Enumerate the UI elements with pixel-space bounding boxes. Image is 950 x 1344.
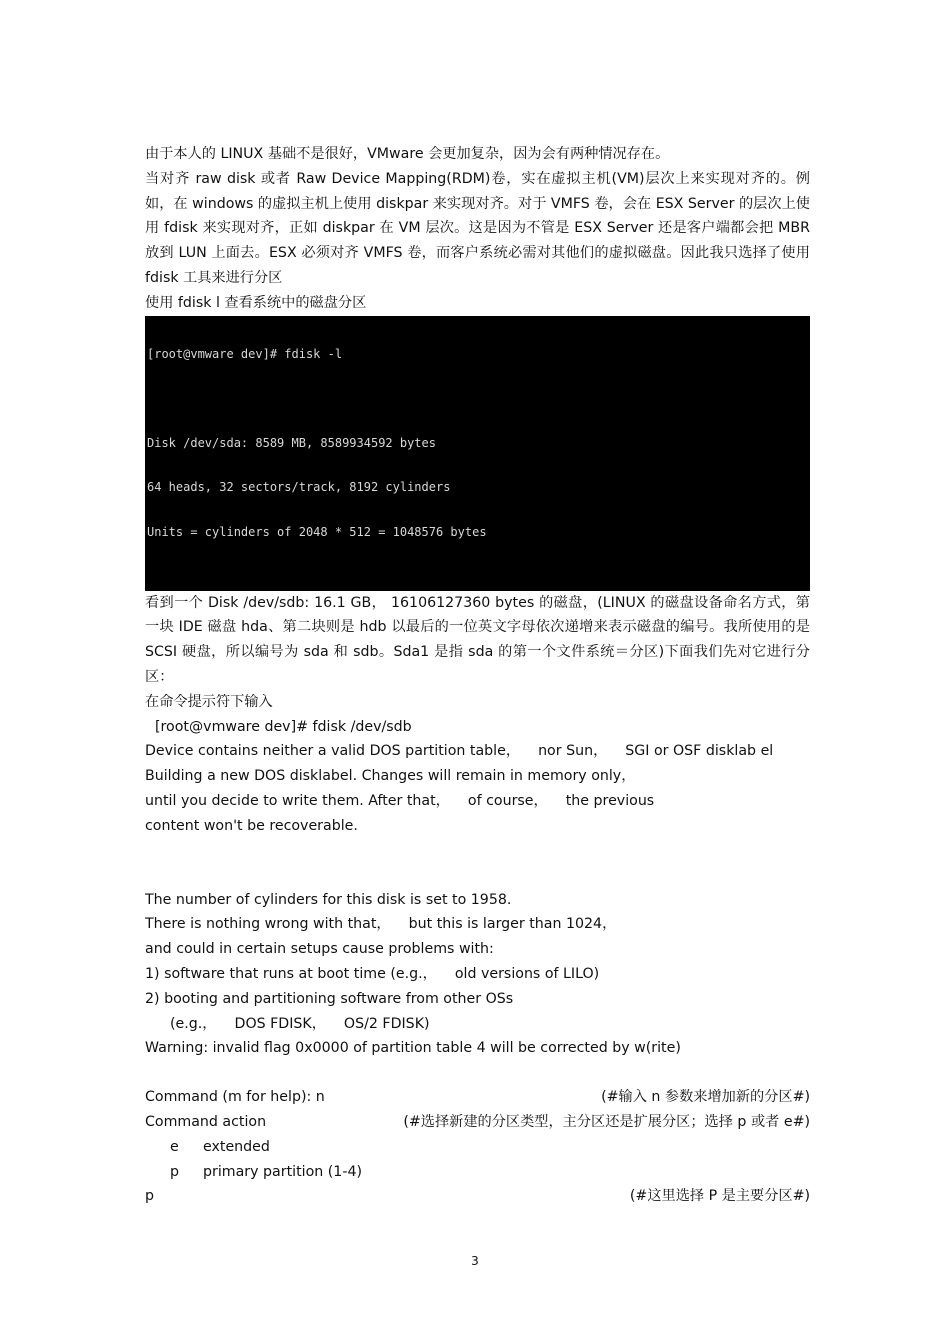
output-line: 2) booting and partitioning software from other OSs — [145, 990, 514, 1007]
terminal-line — [147, 569, 810, 584]
terminal-line: 64 heads, 32 sectors/track, 8192 cylinders — [147, 480, 451, 495]
option-key: p — [170, 1163, 180, 1180]
intro-line-3: 使用 fdisk l 查看系统中的磁盘分区 — [145, 294, 367, 311]
terminal-line: Disk /dev/sda: 8589 MB, 8589934592 bytes — [147, 435, 436, 450]
output-line: There is nothing wrong with that， but this is larger than 1024， — [145, 916, 617, 933]
terminal-line: Units = cylinders of 2048 * 512 = 1048576 bytes — [147, 524, 487, 539]
output-line: The number of cylinders for this disk is set to 1958. — [145, 891, 512, 908]
option-label: extended — [203, 1138, 270, 1155]
output-line: content won't be recoverable. — [145, 817, 358, 834]
command-text: p — [145, 1188, 155, 1205]
command-comment: (#这里选择 P 是主要分区#) — [629, 1188, 810, 1205]
command-text: Command (m for help): n — [145, 1089, 325, 1106]
output-line: Building a new DOS disklabel. Changes will remain in memory only， — [145, 768, 636, 785]
option-row — [145, 1135, 810, 1160]
command-comment: (#输入 n 参数来增加新的分区#) — [601, 1089, 810, 1106]
command-row — [145, 1110, 810, 1135]
output-line: until you decide to write them. After that， of course， the previous — [145, 792, 655, 809]
intro-line-1: 由于本人的 LINUX 基础不是很好，VMware 会更加复杂，因为会有两种情况存在。 — [145, 146, 670, 162]
output-line-indented: (e.g.， DOS FDISK， OS/2 FDISK) — [170, 1015, 430, 1032]
command-comment: (#选择新建的分区类型，主分区还是扩展分区；选择 p 或者 e#) — [403, 1113, 810, 1130]
option-row — [145, 1160, 810, 1185]
page-number: 3 — [471, 1254, 479, 1268]
prompt-instruction: 在命令提示符下输入 — [145, 693, 273, 710]
option-label: primary partition (1-4) — [203, 1163, 362, 1180]
command-row — [145, 1184, 810, 1209]
terminal-line: [root@vmware dev]# fdisk -l — [147, 347, 343, 362]
output-line: Device contains neither a valid DOS partition table， nor Sun， SGI or OSF disklab el — [145, 743, 774, 760]
blank-space — [145, 1061, 810, 1085]
command-line: [root@vmware dev]# fdisk /dev/sdb — [155, 718, 412, 735]
terminal-screenshot — [145, 316, 810, 591]
command-text: Command action — [145, 1113, 267, 1130]
output-line: and could in certain setups cause problems with: — [145, 941, 494, 958]
output-line: 1) software that runs at boot time (e.g.， old versions of LILO) — [145, 965, 600, 982]
page-content — [145, 142, 810, 1209]
option-key: e — [170, 1138, 179, 1155]
warning-line: Warning: invalid flag 0x0000 of partition table 4 will be corrected by w(rite) — [145, 1040, 681, 1057]
terminal-line — [147, 392, 810, 407]
blank-space — [145, 839, 810, 888]
explanation-paragraph: 看到一个 Disk /dev/sdb: 16.1 GB， 16106127360 bytes 的磁盘，(LINUX 的磁盘设备命名方式，第一块 IDE 磁盘 hda、第二块则是 hdb 以最后的一位英文字母依次递增来表示磁盘的编号。我所使用的是 SCSI 硬盘，所以编号为 sda 和 sdb。Sda1 是指 sda 的第一个文件系统＝分区)下面我们先对它进行分区： — [145, 594, 810, 685]
intro-paragraph: 当对齐 raw disk 或者 Raw Device Mapping(RDM)卷，实在虚拟主机(VM)层次上来实现对齐的。例如，在 windows 的虚拟主机上使用 diskpar 来实现对齐。对于 VMFS 卷，会在 ESX Server 的层次上使用 fdisk 来实现对齐，正如 diskpar 在 VM 层次。这是因为不管是 ESX Server 还是客户端都会把 MBR 放到 LUN 上面去。ESX 必须对齐 VMFS 卷，而客户系统必需对其他们的虚拟磁盘。因此我只选择了使用 fdisk 工具来进行分区 — [145, 170, 810, 286]
command-row — [145, 1085, 810, 1110]
